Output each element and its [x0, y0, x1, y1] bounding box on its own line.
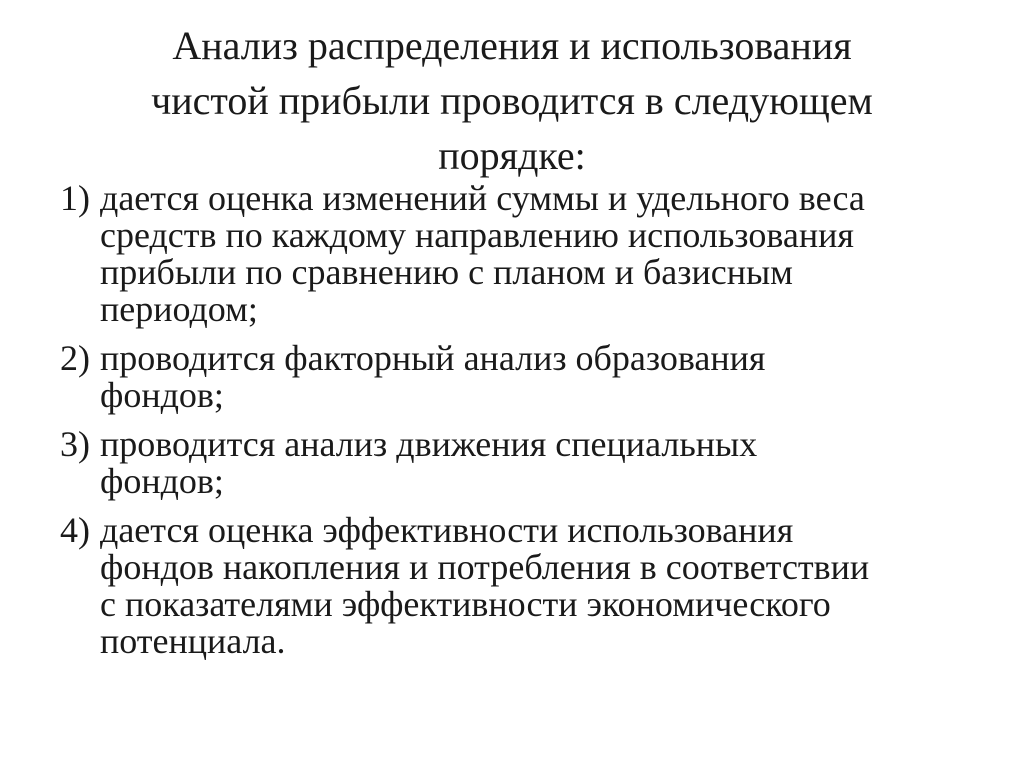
title-line: Анализ распределения и использования [172, 23, 852, 68]
title-line: порядке: [438, 133, 586, 178]
list-item-marker: 3) [60, 424, 90, 464]
list-item-line: дается оценка изменений суммы и удельного веса [100, 178, 865, 218]
list-item-line: прибыли по сравнению с планом и базисным [100, 252, 793, 292]
step-list [60, 180, 1000, 672]
list-item-text [100, 512, 1000, 660]
list-item [60, 340, 1000, 414]
list-item-line: средств по каждому направлению использования [100, 215, 854, 255]
list-item-marker: 4) [60, 510, 90, 550]
list-item-marker: 1) [60, 178, 90, 218]
list-item-line: фондов; [100, 461, 224, 501]
list-item-marker: 2) [60, 338, 90, 378]
list-item-line: дается оценка эффективности использования [100, 510, 794, 550]
list-item-line: периодом; [100, 289, 258, 329]
list-item-line: потенциала. [100, 621, 286, 661]
list-item [60, 180, 1000, 328]
list-item [60, 512, 1000, 660]
title-line: чистой прибыли проводится в следующем [151, 78, 873, 123]
list-item-line: проводится анализ движения специальных [100, 424, 758, 464]
list-item-text [100, 426, 1000, 500]
list-item-line: проводится факторный анализ образования [100, 338, 766, 378]
list-item-text [100, 180, 1000, 328]
list-item-line: фондов накопления и потребления в соответствии [100, 547, 870, 587]
list-item-text [100, 340, 1000, 414]
list-item-line: с показателями эффективности экономического [100, 584, 831, 624]
slide-title [60, 18, 964, 183]
list-item [60, 426, 1000, 500]
list-item-line: фондов; [100, 375, 224, 415]
